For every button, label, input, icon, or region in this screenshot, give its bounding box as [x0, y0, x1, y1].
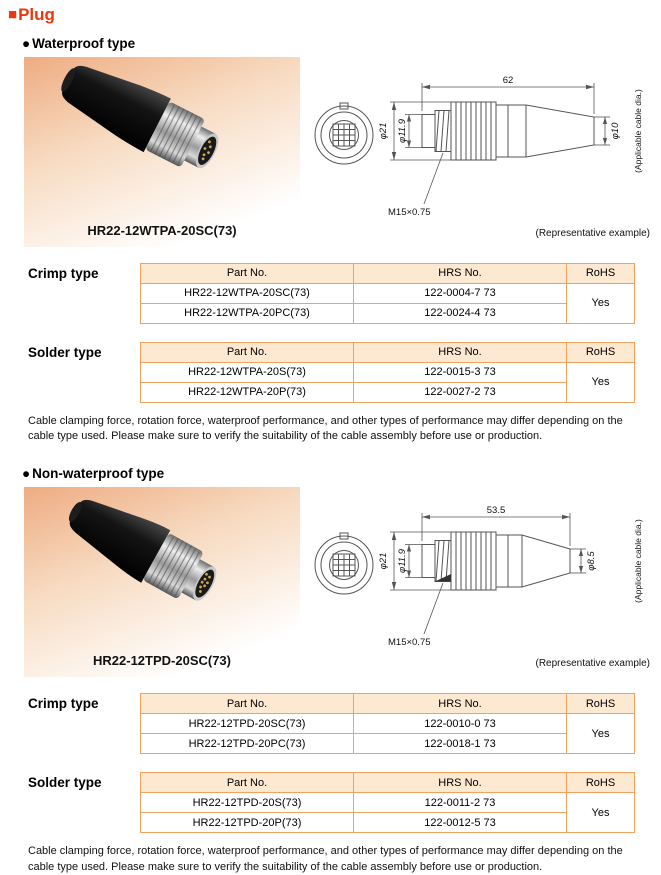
table-row	[141, 382, 635, 402]
hrs-no-cell: 122-0027-2 73	[354, 382, 567, 402]
col-rohs: RoHS	[567, 342, 635, 362]
dim-overall-dia: φ21	[378, 553, 389, 570]
section-heading-text: Non-waterproof type	[32, 466, 165, 482]
product-part-number: HR22-12TPD-20SC(73)	[93, 653, 231, 669]
col-part-no: Part No.	[141, 263, 354, 283]
col-hrs-no: HRS No.	[354, 342, 567, 362]
col-hrs-no: HRS No.	[354, 263, 567, 283]
rohs-cell: Yes	[567, 283, 635, 323]
section-non-waterproof	[8, 466, 651, 875]
crimp-table	[140, 693, 635, 754]
section-heading-waterproof	[22, 36, 651, 51]
col-rohs: RoHS	[567, 694, 635, 714]
col-rohs: RoHS	[567, 773, 635, 793]
table-row	[141, 283, 635, 303]
cable-dia-note: (Applicable cable dia.)	[633, 88, 643, 173]
cable-dia-note: (Applicable cable dia.)	[633, 519, 643, 604]
cable-assembly-note: Cable clamping force, rotation force, waterproof performance, and other types of performance may differ depending on the cable type used. Please make sure to verify the suitability of the cable assembly before use or production.	[28, 845, 623, 873]
hrs-no-cell: 122-0012-5 73	[354, 813, 567, 833]
dimension-drawing	[304, 495, 654, 673]
product-photo	[24, 487, 300, 677]
table-row	[141, 362, 635, 382]
cable-assembly-note: Cable clamping force, rotation force, waterproof performance, and other types of performance may differ depending on the cable type used. Please make sure to verify the suitability of the cable assembly before use or production.	[28, 414, 623, 443]
rohs-cell: Yes	[567, 793, 635, 833]
table-row	[141, 714, 635, 734]
dim-cable-dia: φ8.5	[586, 551, 597, 572]
table-header-row	[141, 342, 635, 362]
hrs-no-cell: 122-0015-3 73	[354, 362, 567, 382]
table-label-crimp: Crimp type	[28, 265, 99, 281]
technical-drawing	[300, 487, 654, 673]
table-label-crimp: Crimp type	[28, 696, 99, 712]
col-hrs-no: HRS No.	[354, 694, 567, 714]
col-part-no: Part No.	[141, 773, 354, 793]
part-no-cell: HR22-12WTPA-20P(73)	[141, 382, 354, 402]
hrs-no-cell: 122-0010-0 73	[354, 714, 567, 734]
dimension-lines	[390, 83, 610, 204]
solder-table	[140, 772, 635, 833]
hrs-no-cell: 122-0024-4 73	[354, 303, 567, 323]
section-waterproof	[8, 36, 651, 445]
col-hrs-no: HRS No.	[354, 773, 567, 793]
table-row	[141, 813, 635, 833]
dim-length: 53.5	[486, 505, 506, 517]
media-row	[24, 487, 651, 677]
technical-drawing	[300, 57, 654, 243]
thread-label: M15×0.75	[388, 637, 431, 649]
side-view	[422, 102, 594, 160]
solder-table-row	[28, 342, 651, 403]
dimension-arrows	[392, 515, 583, 590]
page-title-text: Plug	[18, 5, 55, 24]
table-header-row	[141, 773, 635, 793]
dim-cable-dia: φ10	[610, 122, 621, 140]
dim-front-dia: φ11.9	[397, 549, 408, 574]
page-title	[8, 6, 651, 25]
representative-example-note: (Representative example)	[535, 658, 650, 670]
side-view	[422, 532, 570, 590]
col-part-no: Part No.	[141, 694, 354, 714]
solder-table-row	[28, 772, 651, 833]
table-row	[141, 793, 635, 813]
table-header-row	[141, 263, 635, 283]
front-view	[315, 103, 373, 164]
hrs-no-cell: 122-0004-7 73	[354, 283, 567, 303]
part-no-cell: HR22-12TPD-20SC(73)	[141, 714, 354, 734]
rohs-cell: Yes	[567, 362, 635, 402]
section-heading-non-waterproof	[22, 466, 651, 481]
crimp-table-row	[28, 693, 651, 754]
dim-overall-dia: φ21	[378, 122, 389, 140]
product-part-number: HR22-12WTPA-20SC(73)	[87, 222, 237, 238]
dimension-lines	[390, 513, 586, 634]
part-no-cell: HR22-12WTPA-20PC(73)	[141, 303, 354, 323]
section-heading-text: Waterproof type	[32, 35, 136, 51]
representative-example-note: (Representative example)	[535, 227, 650, 239]
table-header-row	[141, 694, 635, 714]
col-part-no: Part No.	[141, 342, 354, 362]
dim-front-dia: φ11.9	[397, 118, 408, 143]
hrs-no-cell: 122-0011-2 73	[354, 793, 567, 813]
thread-label: M15×0.75	[388, 206, 431, 218]
part-no-cell: HR22-12WTPA-20S(73)	[141, 362, 354, 382]
crimp-table-row	[28, 263, 651, 324]
crimp-table	[140, 263, 635, 324]
table-row	[141, 734, 635, 754]
dim-length: 62	[502, 74, 514, 86]
part-no-cell: HR22-12WTPA-20SC(73)	[141, 283, 354, 303]
dimension-drawing	[304, 65, 654, 243]
part-no-cell: HR22-12TPD-20S(73)	[141, 793, 354, 813]
rohs-cell: Yes	[567, 714, 635, 754]
product-photo	[24, 57, 300, 247]
bullet-icon: ●	[22, 466, 31, 482]
col-rohs: RoHS	[567, 263, 635, 283]
table-row	[141, 303, 635, 323]
product-photo-image	[24, 57, 300, 247]
table-label-solder: Solder type	[28, 775, 102, 791]
media-row	[24, 57, 651, 247]
solder-table	[140, 342, 635, 403]
part-no-cell: HR22-12TPD-20PC(73)	[141, 734, 354, 754]
product-photo-image	[24, 487, 300, 677]
part-no-cell: HR22-12TPD-20P(73)	[141, 813, 354, 833]
bullet-icon: ●	[22, 35, 31, 51]
front-view	[315, 533, 373, 594]
hrs-no-cell: 122-0018-1 73	[354, 734, 567, 754]
red-square-icon: ■	[8, 6, 18, 24]
table-label-solder: Solder type	[28, 344, 102, 360]
